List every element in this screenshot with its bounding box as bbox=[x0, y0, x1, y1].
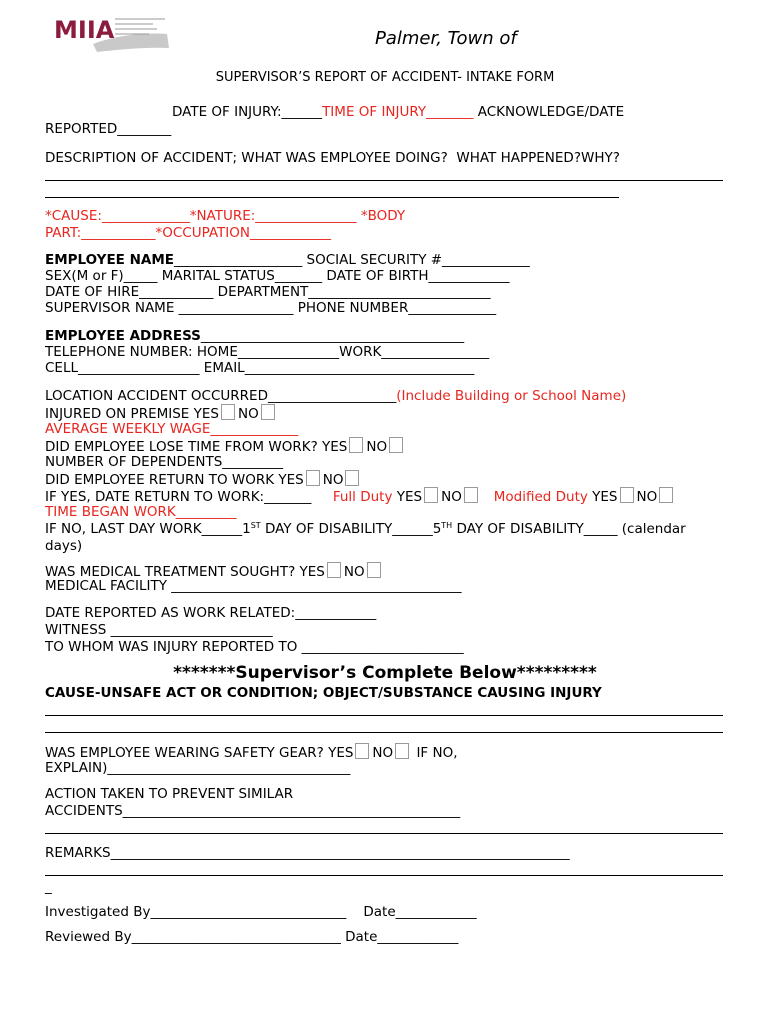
disability-line bbox=[45, 521, 686, 537]
no-label: NO bbox=[343, 564, 365, 580]
medical-sought-label: WAS MEDICAL TREATMENT SOUGHT? YES bbox=[45, 564, 325, 580]
fifth-day-field[interactable]: DAY OF DISABILITY_____ (calendar bbox=[452, 521, 686, 537]
no-label: NO bbox=[366, 439, 388, 455]
remarks-field[interactable]: REMARKS____________________________________________________________________ bbox=[45, 845, 570, 861]
date-reported-field[interactable]: DATE REPORTED AS WORK RELATED:____________ bbox=[45, 605, 377, 621]
body-part-field[interactable]: PART:___________*OCCUPATION____________ bbox=[45, 225, 331, 241]
return-date-field[interactable]: IF YES, DATE RETURN TO WORK:_______ bbox=[45, 489, 312, 505]
yes-label: YES bbox=[592, 489, 618, 505]
cause-unsafe-line-1[interactable] bbox=[45, 715, 723, 716]
sex-marital-field[interactable]: SEX(M or F)_____ MARITAL STATUS_______ DATE OF BIRTH____________ bbox=[45, 268, 510, 284]
witness-field[interactable]: WITNESS ________________________ bbox=[45, 622, 273, 638]
last-day-field[interactable]: IF NO, LAST DAY WORK______1 bbox=[45, 521, 251, 537]
medical-facility-field[interactable]: MEDICAL FACILITY ___________________________________________ bbox=[45, 578, 462, 594]
dependents-field[interactable]: NUMBER OF DEPENDENTS_________ bbox=[45, 454, 284, 470]
if-no-label: IF NO, bbox=[412, 745, 458, 761]
investigated-by-field[interactable]: Investigated By_____________________________ Date____________ bbox=[45, 904, 477, 920]
action-taken-label: ACTION TAKEN TO PREVENT SIMILAR bbox=[45, 786, 294, 802]
modified-duty-label: Modified Duty bbox=[493, 489, 588, 505]
telephone-field[interactable]: TELEPHONE NUMBER: HOME_______________WORK________________ bbox=[45, 344, 490, 360]
return-work-yes-checkbox[interactable] bbox=[306, 470, 320, 486]
employee-address-label: EMPLOYEE ADDRESS bbox=[45, 328, 201, 344]
supervisor-section-heading: *******Supervisor’s Complete Below********* bbox=[173, 663, 597, 683]
safety-gear-label: WAS EMPLOYEE WEARING SAFETY GEAR? YES bbox=[45, 745, 354, 761]
return-date-line bbox=[45, 487, 676, 505]
cause-nature-field[interactable]: *CAUSE:_____________*NATURE:_______________ *BODY bbox=[45, 208, 406, 224]
st-superscript: ST bbox=[250, 521, 261, 530]
return-work-label: DID EMPLOYEE RETURN TO WORK YES bbox=[45, 472, 304, 488]
full-duty-yes-checkbox[interactable] bbox=[424, 487, 438, 503]
th-superscript: TH bbox=[441, 521, 453, 530]
full-duty-no-checkbox[interactable] bbox=[464, 487, 478, 503]
form-title: SUPERVISOR’S REPORT OF ACCIDENT- INTAKE FORM bbox=[215, 70, 555, 85]
description-label: DESCRIPTION OF ACCIDENT; WHAT WAS EMPLOYEE DOING? WHAT HAPPENED?WHY? bbox=[45, 150, 620, 166]
safety-gear-no-checkbox[interactable] bbox=[395, 743, 409, 759]
no-label: NO bbox=[372, 745, 394, 761]
location-field[interactable]: LOCATION ACCIDENT OCCURRED___________________ bbox=[45, 388, 397, 404]
lose-time-yes-checkbox[interactable] bbox=[349, 437, 363, 453]
time-of-injury-field[interactable]: TIME OF INJURY_______ bbox=[322, 104, 474, 120]
employee-name-label: EMPLOYEE NAME bbox=[45, 252, 174, 268]
no-label: NO bbox=[441, 489, 462, 505]
location-note: (Include Building or School Name) bbox=[396, 388, 627, 404]
action-line[interactable] bbox=[45, 833, 723, 834]
to-whom-field[interactable]: TO WHOM WAS INJURY REPORTED TO ________________________ bbox=[45, 639, 464, 655]
cell-email-field[interactable]: CELL__________________ EMAIL__________________________________ bbox=[45, 360, 475, 376]
logo-text: MIIA bbox=[54, 16, 115, 44]
town-name: Palmer, Town of bbox=[375, 28, 517, 49]
description-line-2[interactable] bbox=[45, 197, 619, 198]
employee-address-field[interactable]: _______________________________________ bbox=[200, 328, 465, 344]
employee-name-field[interactable]: ___________________ SOCIAL SECURITY #_____________ bbox=[174, 252, 530, 268]
cause-unsafe-line-2[interactable] bbox=[45, 732, 723, 733]
medical-no-checkbox[interactable] bbox=[367, 562, 381, 578]
accidents-field[interactable]: ACCIDENTS__________________________________________________ bbox=[45, 803, 461, 819]
employee-name-line bbox=[45, 252, 530, 268]
lose-time-no-checkbox[interactable] bbox=[389, 437, 403, 453]
lose-time-label: DID EMPLOYEE LOSE TIME FROM WORK? YES bbox=[45, 439, 348, 455]
miia-logo-graphic bbox=[53, 14, 171, 54]
days-label: days) bbox=[45, 538, 83, 554]
remarks-line[interactable] bbox=[45, 875, 723, 876]
injured-premise-no-checkbox[interactable] bbox=[261, 404, 275, 420]
date-line bbox=[172, 104, 624, 120]
explain-field[interactable]: EXPLAIN)____________________________________ bbox=[45, 760, 351, 776]
employee-address-line bbox=[45, 328, 464, 344]
yes-label: YES bbox=[396, 489, 423, 505]
hire-department-field[interactable]: DATE OF HIRE___________ DEPARTMENT___________________________ bbox=[45, 284, 491, 300]
full-duty-label: Full Duty bbox=[332, 489, 393, 505]
time-began-field[interactable]: TIME BEGAN WORK_________ bbox=[45, 504, 237, 520]
medical-yes-checkbox[interactable] bbox=[327, 562, 341, 578]
no-label: NO bbox=[237, 406, 259, 422]
first-day-field[interactable]: DAY OF DISABILITY______5 bbox=[260, 521, 442, 537]
reviewed-by-field[interactable]: Reviewed By_______________________________ Date____________ bbox=[45, 929, 459, 945]
lose-time-line bbox=[45, 437, 406, 455]
safety-gear-yes-checkbox[interactable] bbox=[355, 743, 369, 759]
average-wage-field[interactable]: AVERAGE WEEKLY WAGE_____________ bbox=[45, 421, 299, 437]
injured-premise-line bbox=[45, 404, 278, 422]
location-line bbox=[45, 388, 626, 404]
supervisor-phone-field[interactable]: SUPERVISOR NAME _________________ PHONE NUMBER_____________ bbox=[45, 300, 497, 316]
miia-logo bbox=[53, 14, 171, 54]
reported-field[interactable]: REPORTED________ bbox=[45, 121, 172, 137]
date-of-injury-field[interactable]: DATE OF INJURY:______ bbox=[172, 104, 323, 120]
return-work-no-checkbox[interactable] bbox=[345, 470, 359, 486]
modified-duty-no-checkbox[interactable] bbox=[659, 487, 673, 503]
no-label: NO bbox=[636, 489, 658, 505]
safety-gear-line bbox=[45, 743, 458, 761]
cause-unsafe-label: CAUSE-UNSAFE ACT OR CONDITION; OBJECT/SUBSTANCE CAUSING INJURY bbox=[45, 685, 602, 701]
injured-premise-yes-checkbox[interactable] bbox=[221, 404, 235, 420]
acknowledge-label: ACKNOWLEDGE/DATE bbox=[473, 104, 625, 120]
no-label: NO bbox=[322, 472, 344, 488]
remarks-dash: _ bbox=[45, 879, 52, 895]
injured-premise-label: INJURED ON PREMISE YES bbox=[45, 406, 219, 422]
modified-duty-yes-checkbox[interactable] bbox=[620, 487, 634, 503]
description-line-1[interactable] bbox=[45, 180, 723, 181]
return-work-line bbox=[45, 470, 362, 488]
